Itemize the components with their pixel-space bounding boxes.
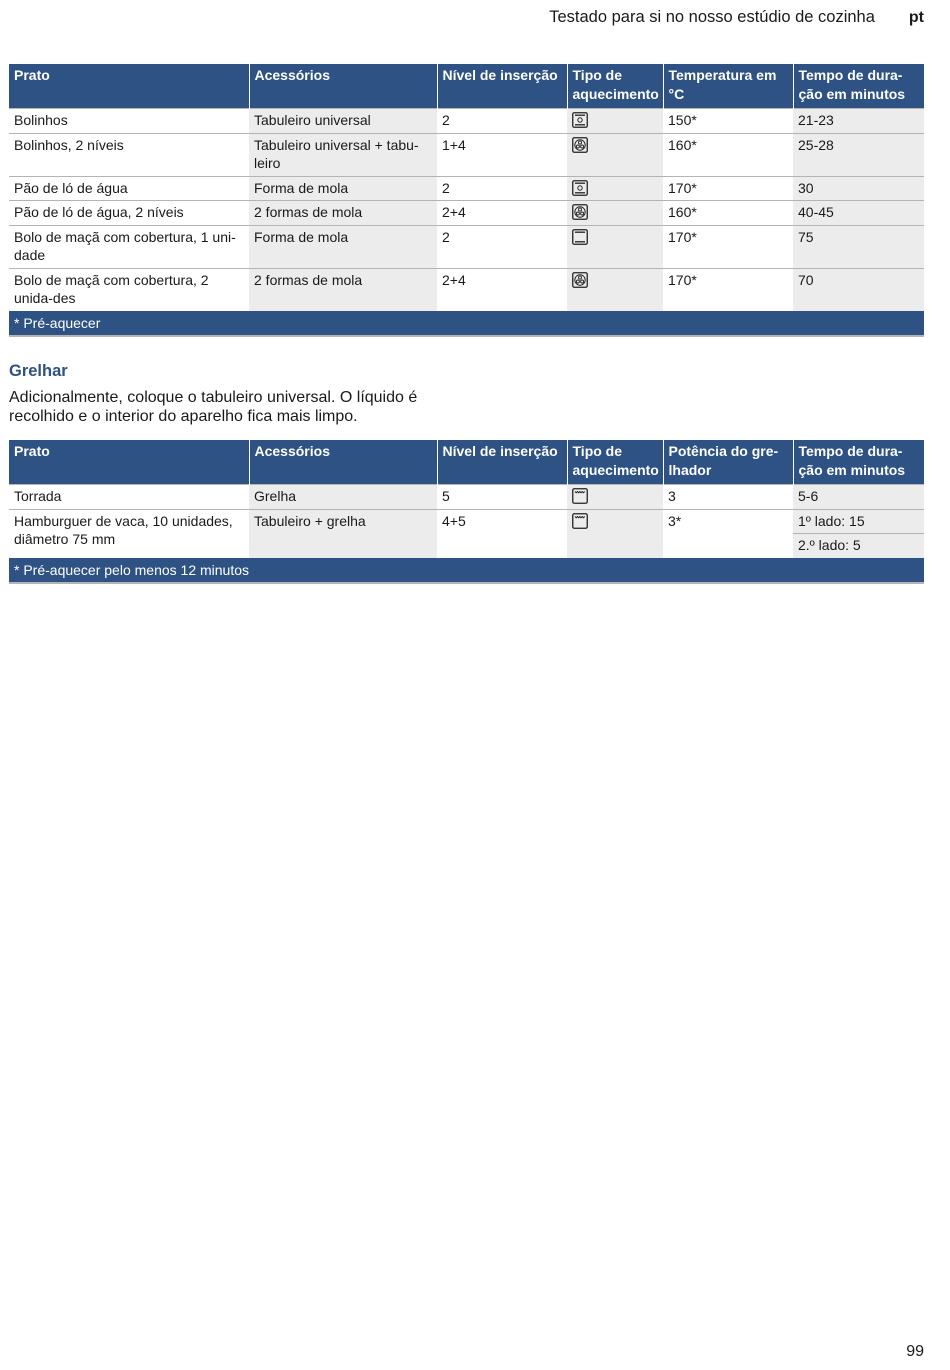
baking-table	[9, 64, 924, 337]
table-row	[9, 509, 924, 534]
column-header-heating-type: Tipo de aquecimento	[567, 440, 663, 485]
accessories-cell: 2 formas de mola	[249, 201, 437, 226]
accessories-cell: 2 formas de mola	[249, 268, 437, 311]
heating-type-cell	[567, 509, 663, 558]
accessories-cell: Forma de mola	[249, 176, 437, 201]
hot-air-icon	[572, 272, 588, 288]
level-cell: 2	[437, 109, 567, 134]
accessories-cell: Tabuleiro + grelha	[249, 509, 437, 558]
duration-cell: 25-28	[793, 133, 924, 176]
grill-icon	[572, 513, 588, 529]
column-header-accessories: Acessórios	[249, 440, 437, 485]
level-cell: 4+5	[437, 509, 567, 558]
top-bottom-heat-icon	[572, 112, 588, 128]
language-code: pt	[908, 9, 924, 26]
temperature-cell: 170*	[663, 268, 793, 311]
table-footnote-row	[9, 558, 924, 583]
table-row	[9, 268, 924, 311]
column-header-dish: Prato	[9, 440, 249, 485]
hot-air-icon	[572, 204, 588, 220]
duration-cell: 21-23	[793, 109, 924, 134]
grill-icon	[572, 488, 588, 504]
heating-type-cell	[567, 176, 663, 201]
section-title: Grelhar	[9, 362, 68, 380]
column-header-accessories: Acessórios	[249, 64, 437, 109]
table-footnote-row	[9, 311, 924, 336]
duration-cell: 30	[793, 176, 924, 201]
column-header-heating-type: Tipo de aquecimento	[567, 64, 663, 109]
heating-type-cell	[567, 201, 663, 226]
table-row	[9, 201, 924, 226]
accessories-cell: Grelha	[249, 485, 437, 510]
level-cell: 2+4	[437, 201, 567, 226]
grill-table	[9, 440, 924, 584]
dish-cell: Bolinhos, 2 níveis	[9, 133, 249, 176]
dish-cell: Bolo de maçã com cobertura, 1 uni-dade	[9, 225, 249, 268]
duration-cell: 1º lado: 15	[793, 509, 924, 534]
temperature-cell: 160*	[663, 133, 793, 176]
heating-type-cell	[567, 268, 663, 311]
duration-cell: 40-45	[793, 201, 924, 226]
dish-cell: Hamburguer de vaca, 10 unidades, diâmetro 75 mm	[9, 509, 249, 558]
grill-power-cell: 3*	[663, 509, 793, 558]
column-header-duration: Tempo de dura-ção em minutos	[793, 64, 924, 109]
top-bottom-heat-icon	[572, 180, 588, 196]
dish-cell: Bolinhos	[9, 109, 249, 134]
table-row	[9, 176, 924, 201]
page-number: 99	[906, 1343, 924, 1360]
level-cell: 5	[437, 485, 567, 510]
level-cell: 2+4	[437, 268, 567, 311]
dish-cell: Pão de ló de água, 2 níveis	[9, 201, 249, 226]
table-row	[9, 133, 924, 176]
section-text: Adicionalmente, coloque o tabuleiro universal. O líquido é recolhido e o interior do aparelho fica mais limpo.	[9, 389, 418, 425]
footnote: * Pré-aquecer	[9, 311, 924, 336]
table-row	[9, 225, 924, 268]
column-header-level: Nível de inserção	[437, 440, 567, 485]
heating-type-cell	[567, 133, 663, 176]
accessories-cell: Tabuleiro universal	[249, 109, 437, 134]
level-cell: 1+4	[437, 133, 567, 176]
temperature-cell: 150*	[663, 109, 793, 134]
column-header-duration: Tempo de dura-ção em minutos	[793, 440, 924, 485]
hot-air-icon	[572, 137, 588, 153]
column-header-dish: Prato	[9, 64, 249, 109]
table-row	[9, 109, 924, 134]
heating-type-cell	[567, 109, 663, 134]
duration-cell: 70	[793, 268, 924, 311]
table-header-row	[9, 440, 924, 485]
column-header-temperature: Temperatura em °C	[663, 64, 793, 109]
duration-cell: 2.º lado: 5	[793, 534, 924, 558]
dish-cell: Bolo de maçã com cobertura, 2 unida-des	[9, 268, 249, 311]
level-cell: 2	[437, 225, 567, 268]
conventional-heat-icon	[572, 229, 588, 245]
grill-power-cell: 3	[663, 485, 793, 510]
footnote: * Pré-aquecer pelo menos 12 minutos	[9, 558, 924, 583]
column-header-level: Nível de inserção	[437, 64, 567, 109]
dish-cell: Pão de ló de água	[9, 176, 249, 201]
accessories-cell: Tabuleiro universal + tabu-leiro	[249, 133, 437, 176]
page-header	[9, 8, 924, 30]
temperature-cell: 160*	[663, 201, 793, 226]
table-header-row	[9, 64, 924, 109]
heating-type-cell	[567, 225, 663, 268]
column-header-grill-power: Potência do gre-lhador	[663, 440, 793, 485]
duration-cell: 5-6	[793, 485, 924, 510]
temperature-cell: 170*	[663, 176, 793, 201]
heating-type-cell	[567, 485, 663, 510]
temperature-cell: 170*	[663, 225, 793, 268]
dish-cell: Torrada	[9, 485, 249, 510]
header-title: Testado para si no nosso estúdio de cozinha	[549, 8, 875, 26]
accessories-cell: Forma de mola	[249, 225, 437, 268]
duration-cell: 75	[793, 225, 924, 268]
level-cell: 2	[437, 176, 567, 201]
table-row	[9, 485, 924, 510]
